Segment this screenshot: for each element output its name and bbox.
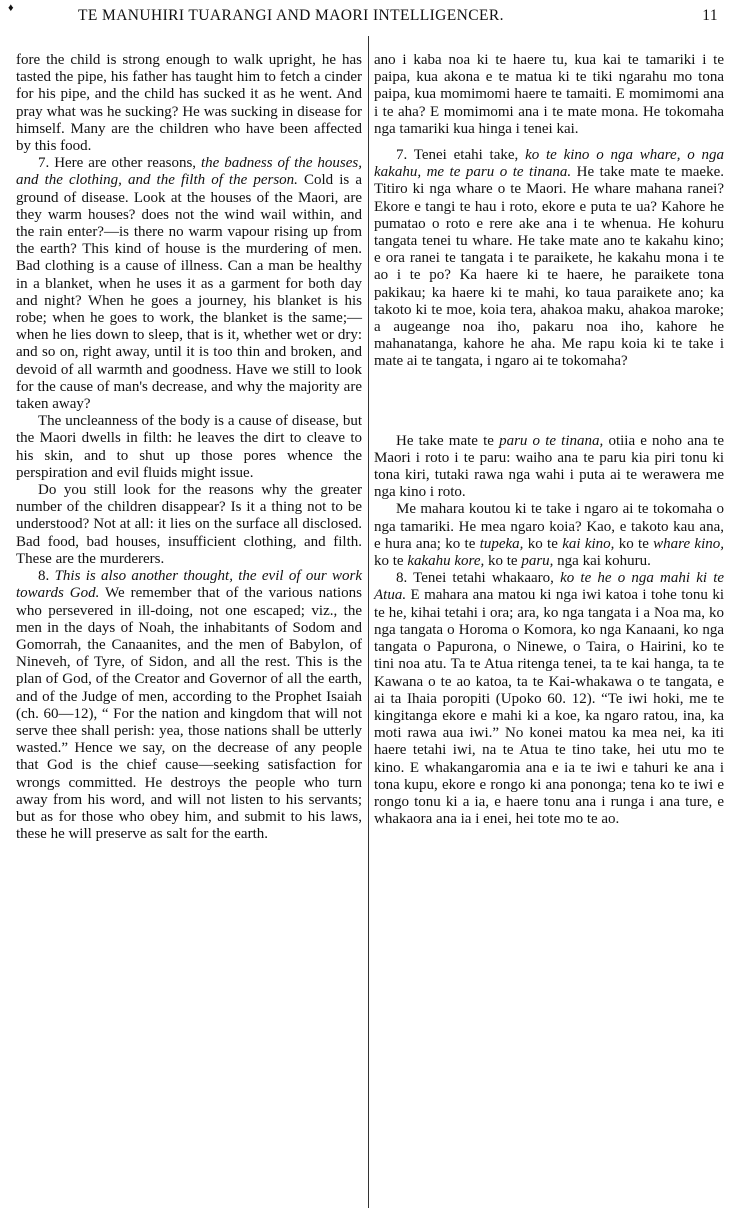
paragraph: fore the child is strong enough to walk upright, he has tasted the pipe, his father has taught him to fetch a cinder for his pipe, and the child has sucked it as he went. And pray what was he sucking? He was sucking in disease for himself. Many are the children who have been affected by this food. <box>16 52 362 155</box>
maori-column <box>374 52 724 828</box>
paragraph: 8. This is also another thought, the evil of our work towards God. We remember that of the various nations who persevered in ill-doing, not one escaped; viz., the men in the days of Noah, the inhabitants of Sodom and Gomorrah, the Canaanites, and the men of Babylon, of Nineveh, of Tyre, of Sidon, and all the rest. This is the plan of God, of the Creator and Governor of all the earth, and of the Judge of men, according to the Prophet Isaiah (ch. 60—12), “ For the nation and kingdom that will not serve thee shall perish: yea, those nations shall be utterly wasted.” Hence we say, on the decrease of any people that God is the chief cause—seeking satisfaction for wrongs committed. He destroys the people who turn away from his word, and will not listen to his servants; but as for those who obey him, and submit to his laws, these he will preserve as salt for the earth. <box>16 568 363 843</box>
paragraph: 7. Here are other reasons, the badness of the houses, and the clothing, and the filth of the person. Cold is a ground of disease. Look at the houses of the Maori, are they warm houses? does not the wind wail within, and the rain enter?—is there no warm vapour rising up from the earth? This kind of house is the murdering of men. Bad clothing is a cause of illness. Can a man be healthy in a blanket, when he uses it as a garment for both day and night? When he goes a journey, his blanket is his robe; when he goes to work, the blanket is the same;—when he lies down to sleep, that is it, whether wet or dry: and so on, right away, until it is too thin and broken, and devoid of all warmth and goodness. Have we still to look for the cause of man's decrease, and why the majority are taken away? <box>16 155 363 413</box>
paragraph: 7. Tenei etahi take, ko te kino o nga whare, o nga kakahu, me te paru o te tinana. He take mate te maeke. Titiro ki nga whare o te Maori. He whare mahana ranei? Ekore e tangi te hau i roto, ekore e puta te ua? Kahore he pumatao o roto e rere ake ana i te whenua. He kohuru tangata tenei tu whare. He take mate ano te kakahu kino; e ora ranei te tangata i te paraikete, he kakahu mona i te ao i te po? Ka haere ki te haere, he paraikete tona pakikau; ka haere ki te mahi, ko taua paraikete ano; ka takoto ki te moe, koia tera, ahakoa maku, ahakoa maroke; a augeange noa iho, pakaru noa iho, kahore he mahanatanga, kahore he aha. Me rapu koia ki te take i mate ai te tangata, i ngaro ai te tokomaha? <box>374 147 725 370</box>
paragraph: ano i kaba noa ki te haere tu, kua kai te tamariki i te paipa, kua akona e te matua ki te tiki ngarahu mo tona paipa, kua momimomi haere te tamaiti. E momimomi ana i te aha? E momimomi ana i te mate mona. He tokomaha nga tamariki kua hinga i tenei kai. <box>374 52 724 137</box>
paragraph: The uncleanness of the body is a cause of disease, but the Maori dwells in filth: he leaves the dirt to cleave to his skin, and to shut up those pores whence the perspiration and evil fluids might issue. <box>16 413 362 481</box>
column-divider <box>368 36 369 1208</box>
ornament-mark: ♦ <box>8 2 15 14</box>
page-header <box>0 4 738 28</box>
paragraph: 8. Tenei tetahi whakaaro, ko te he o nga mahi ki te Atua. E mahara ana matou ki nga iwi katoa i tohe tonu ki te he, kihai tetahi i ora; ara, ko nga tangata i a Noa ma, ko nga tangata o Horoma o Komora, ko nga Kanaani, ko nga tangata o Papurona, o Ninewe, o Taira, o Hairini, ko te tini noa atu. Ta te Atua ritenga tenei, ta te kai hanga, ta te Kawana o te ao katoa, ta te Kai-whakawa o te tangata, e ai ta Ihaia poropiti (Upoko 60. 12). “Te iwi hoki, me te kingitanga ekore e mahi ki a koe, ka ngaro ratou, ina, ka moti rawa aua iwi.” No konei matou ka mea nei, ka iti haere tetahi iwi, na te Atua te tino take, hei utu mo te kino. E whakangaromia ana e ia te iwi e tahuri ke ana i tona kupu, ekore e rongo ki ana pononga; tena ko te iwi e rongo tonu ki a ia, e haere tonu ana i runga i ana ture, e whakaora ana ia i enei, hei tote mo te ao. <box>374 570 725 828</box>
english-column <box>16 52 362 843</box>
running-title: TE MANUHIRI TUARANGI AND MAORI INTELLIGENCER. <box>78 7 504 24</box>
page-number: 11 <box>702 7 718 24</box>
paragraph: Me mahara koutou ki te take i ngaro ai te tokomaha o nga tamariki. He mea ngaro koia? Kao, e takoto kau ana, e hura ana; ko te tupeka, ko te kai kino, ko te whare kino, ko te kakahu kore, ko te paru, nga kai kohuru. <box>374 501 725 570</box>
paragraph: He take mate te paru o te tinana, otiia e noho ana te Maori i roto i te paru: waiho ana te paru kia piri tonu ki tona kiri, tutaki rawa nga wahi i puta ai te werawera me nga kino i roto. <box>374 432 725 501</box>
paragraph: Do you still look for the reasons why the greater number of the children disappear? Is it a thing not to be understood? Not at all: it lies on the surface all disclosed. Bad food, bad houses, insufficient clothing, and filth. These are the murderers. <box>16 482 362 567</box>
